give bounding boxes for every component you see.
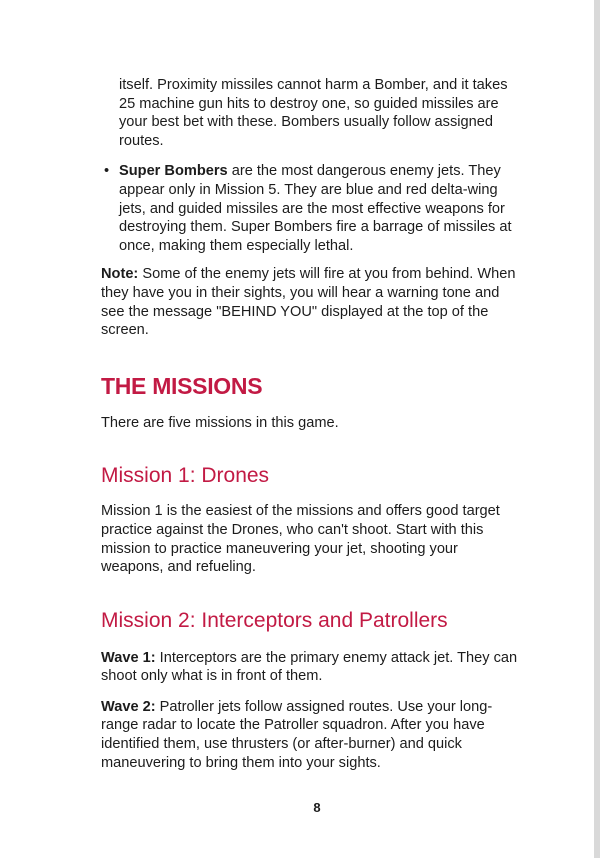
wave2-text: Patroller jets follow assigned routes. Use your long-range radar to locate the Patroller squadron. After you have identified them, use thrusters (or after-burner) and quick maneuvering to bring them into your sights. (101, 698, 493, 771)
page-number: 8 (313, 800, 321, 815)
wave2-label: Wave 2: (101, 698, 156, 715)
missions-heading: THE MISSIONS (101, 372, 263, 399)
missions-intro: There are five missions in this game. (101, 414, 339, 431)
bomber-continuation: itself. Proximity missiles cannot harm a Bomber, and it takes 25 machine gun hits to destroy one, so guided missiles are your best bet with these. Bombers usually follow assigned routes. (119, 77, 508, 149)
wave1-label: Wave 1: (101, 649, 156, 666)
mission1-heading: Mission 1: Drones (101, 464, 270, 488)
note-label: Note: (101, 266, 139, 283)
manual-page (101, 76, 521, 772)
wave2-paragraph (101, 698, 521, 772)
mission2-heading: Mission 2: Interceptors and Patrollers (101, 608, 448, 632)
bullet-point: • (104, 163, 110, 180)
super-bombers-text: are the most dangerous enemy jets. They appear only in Mission 5. They are blue and red delta-wing jets, and guided missiles are the most effective weapons for destroying them. Super Bombers fire a barrage of missiles at once, making them especially lethal. (119, 163, 512, 254)
super-bombers-term: Super Bombers (119, 163, 228, 180)
super-bombers-item (104, 162, 521, 255)
mission1-text: Mission 1 is the easiest of the missions and offers good target practice against the Drones, who can't shoot. Start with this mission to practice maneuvering your jet, shooting your weapons, and refueling. (101, 503, 500, 576)
scan-edge (594, 0, 600, 858)
note-text: Some of the enemy jets will fire at you from behind. When they have you in their sights, you will hear a warning tone and see the message "BEHIND YOU" displayed at the top of the screen. (101, 266, 516, 339)
wave1-paragraph (101, 649, 521, 686)
wave1-text: Interceptors are the primary enemy attack jet. They can shoot only what is in front of them. (101, 649, 518, 685)
note-paragraph (101, 265, 521, 339)
